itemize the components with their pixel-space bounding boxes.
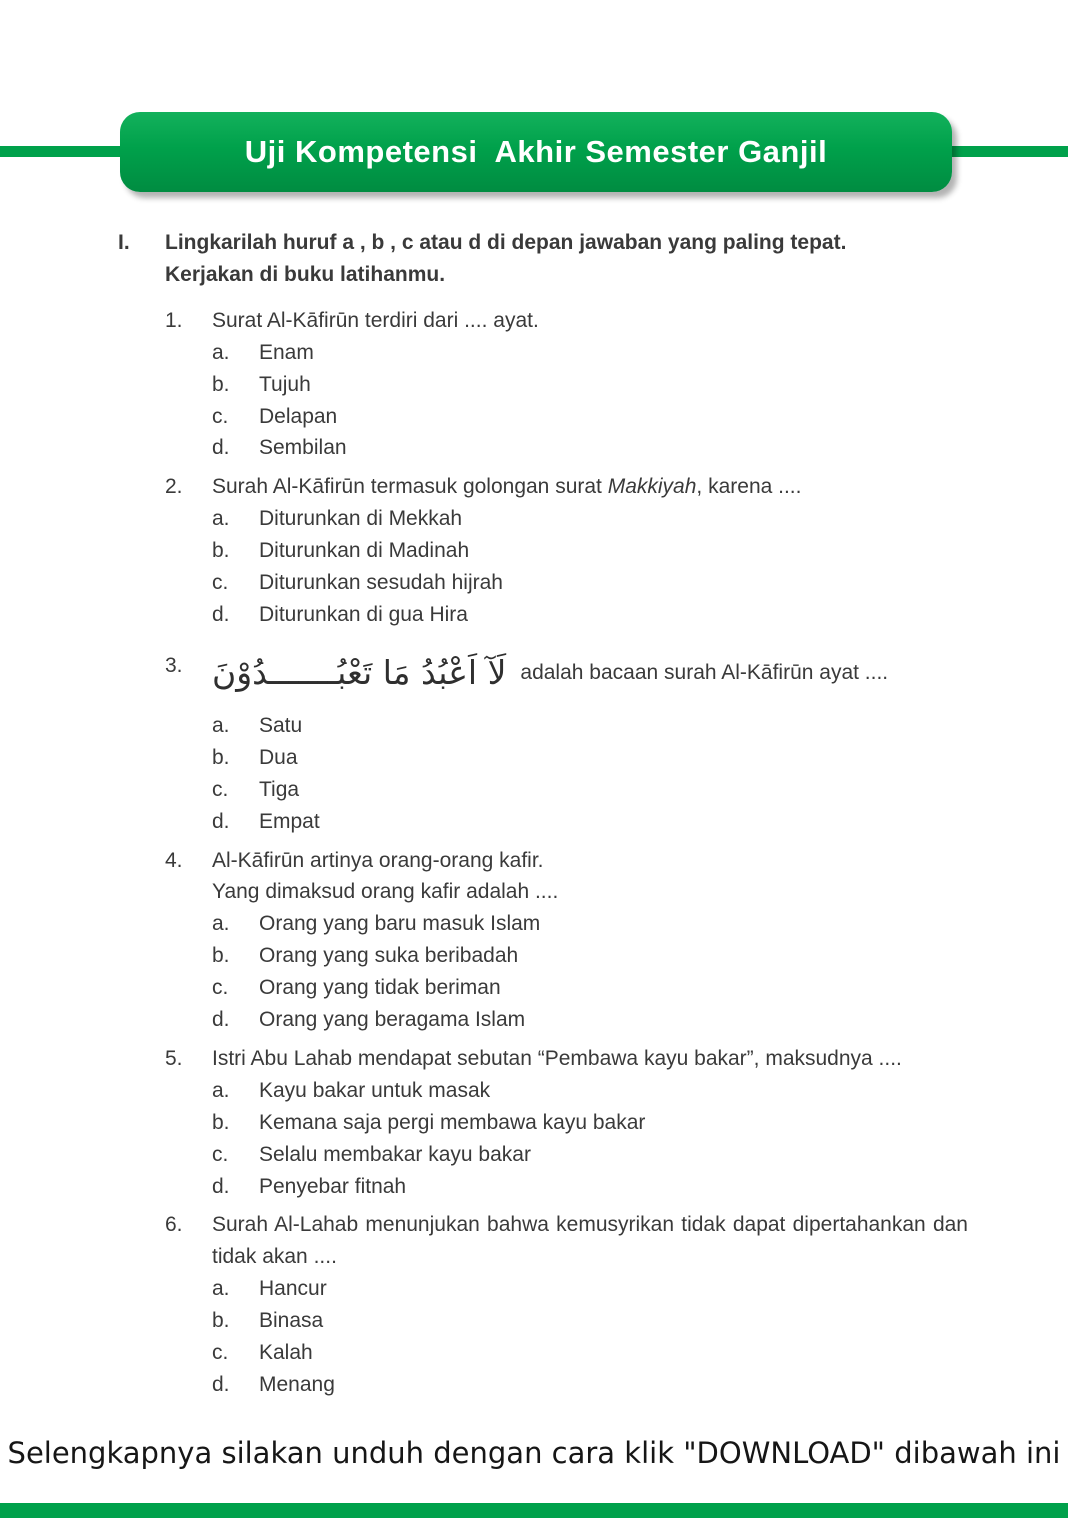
option-letter: d. (212, 1174, 230, 1198)
option-text: Empat (259, 809, 320, 833)
title-banner (120, 112, 952, 192)
option-letter: c. (212, 976, 229, 1000)
instruction-line-2: Kerjakan di buku latihanmu. (165, 262, 446, 286)
option-letter: a. (212, 507, 230, 531)
answer-option (212, 806, 968, 838)
answer-option (212, 972, 968, 1004)
option-letter: a. (212, 1277, 230, 1301)
answer-option (212, 710, 968, 742)
option-letter: a. (212, 912, 230, 936)
option-letter: b. (212, 372, 230, 396)
option-letter: a. (212, 713, 230, 737)
option-letter: d. (212, 602, 230, 626)
answer-option (212, 432, 968, 464)
answer-option (212, 567, 968, 599)
question-text (212, 650, 968, 696)
question-text: Istri Abu Lahab mendapat sebutan “Pembawa kayu bakar”, maksudnya .... (212, 1046, 902, 1070)
option-letter: d. (212, 809, 230, 833)
option-letter: c. (212, 777, 229, 801)
option-letter: b. (212, 745, 230, 769)
option-text: Penyebar fitnah (259, 1174, 407, 1198)
answer-option (212, 742, 968, 774)
option-letter: d. (212, 436, 230, 460)
question-item (165, 471, 968, 631)
question-text: Surah Al-Kāfirūn termasuk golongan surat Makkiyah, karena .... (212, 475, 802, 499)
option-text: Orang yang beragama Islam (259, 1008, 526, 1032)
answer-option (212, 1305, 968, 1337)
option-letter: b. (212, 944, 230, 968)
option-letter: a. (212, 1078, 230, 1102)
question-number: 2. (165, 475, 183, 499)
question-text: Yang dimaksud orang kafir adalah .... (212, 880, 559, 904)
answer-option (212, 1107, 968, 1139)
section-heading (118, 227, 968, 291)
answer-option (212, 503, 968, 535)
answer-option (212, 535, 968, 567)
question-item (165, 1209, 968, 1400)
option-text: Diturunkan sesudah hijrah (259, 571, 503, 595)
option-text: Selalu membakar kayu bakar (259, 1142, 531, 1166)
answer-option (212, 337, 968, 369)
question-number: 6. (165, 1213, 183, 1237)
option-text: Sembilan (259, 436, 347, 460)
answer-option (212, 940, 968, 972)
answer-option (212, 401, 968, 433)
answer-option (212, 1369, 968, 1401)
question-number: 4. (165, 848, 183, 872)
answer-option (212, 1171, 968, 1203)
option-text: Hancur (259, 1277, 327, 1301)
download-note: Selengkapnya silakan unduh dengan cara klik "DOWNLOAD" dibawah ini (7, 1436, 1061, 1470)
option-text: Kemana saja pergi membawa kayu bakar (259, 1110, 646, 1134)
option-letter: a. (212, 340, 230, 364)
section-instruction (165, 227, 846, 291)
question-item (165, 1043, 968, 1203)
answer-option (212, 599, 968, 631)
option-text: Diturunkan di Madinah (259, 539, 470, 563)
option-text: Orang yang suka beribadah (259, 944, 519, 968)
option-letter: c. (212, 571, 229, 595)
question-text: Surat Al-Kāfirūn terdiri dari .... ayat. (212, 308, 539, 332)
answer-option (212, 1139, 968, 1171)
option-text: Menang (259, 1373, 335, 1396)
option-letter: c. (212, 1142, 229, 1166)
arabic-verse: لَآ اَعْبُدُ مَا تَعْبُـــــــدُوْنَ (212, 652, 507, 692)
option-letter: b. (212, 539, 230, 563)
instruction-line-1: Lingkarilah huruf a , b , c atau d di depan jawaban yang paling tepat. (165, 231, 847, 254)
bottom-green-bar (0, 1503, 1068, 1518)
answer-option (212, 1075, 968, 1107)
option-text: Orang yang baru masuk Islam (259, 912, 541, 936)
option-text: Kalah (259, 1341, 313, 1365)
option-letter: d. (212, 1008, 230, 1032)
answer-option (212, 1337, 968, 1369)
option-text: Satu (259, 713, 303, 737)
page-title: Uji Kompetensi Akhir Semester Ganjil (244, 134, 828, 169)
answer-option (212, 774, 968, 806)
option-text: Dua (259, 745, 298, 769)
question-item (165, 845, 968, 1036)
question-number: 3. (165, 653, 183, 677)
answer-option (212, 1273, 968, 1305)
question-item (165, 638, 968, 838)
option-text: Orang yang tidak beriman (259, 976, 501, 1000)
question-text: Al-Kāfirūn artinya orang-orang kafir. (212, 848, 544, 872)
answer-option (212, 908, 968, 940)
exam-content (118, 227, 968, 1401)
answer-option (212, 369, 968, 401)
option-text: Kayu bakar untuk masak (259, 1078, 491, 1102)
question-list (165, 305, 968, 1401)
option-text: Enam (259, 340, 314, 364)
option-text: Tujuh (259, 372, 311, 396)
option-letter: c. (212, 404, 229, 428)
question-number: 1. (165, 308, 183, 332)
option-text: Delapan (259, 404, 338, 428)
header-zone (0, 0, 1068, 193)
answer-option (212, 1004, 968, 1036)
option-letter: c. (212, 1341, 229, 1365)
option-text: Binasa (259, 1309, 324, 1333)
option-letter: d. (212, 1373, 230, 1396)
option-text: Tiga (259, 777, 300, 801)
option-text: Diturunkan di gua Hira (259, 602, 468, 626)
question-number: 5. (165, 1046, 183, 1070)
option-letter: b. (212, 1110, 230, 1134)
option-letter: b. (212, 1309, 230, 1333)
question-text-after-arabic: adalah bacaan surah Al-Kāfirūn ayat .... (520, 660, 889, 684)
question-item (165, 305, 968, 465)
option-text: Diturunkan di Mekkah (259, 507, 463, 531)
question-text: Surah Al-Lahab menunjukan bahwa kemusyrikan tidak dapat dipertahankan dan tidak akan .... (212, 1213, 968, 1269)
section-numeral: I. (118, 231, 130, 254)
